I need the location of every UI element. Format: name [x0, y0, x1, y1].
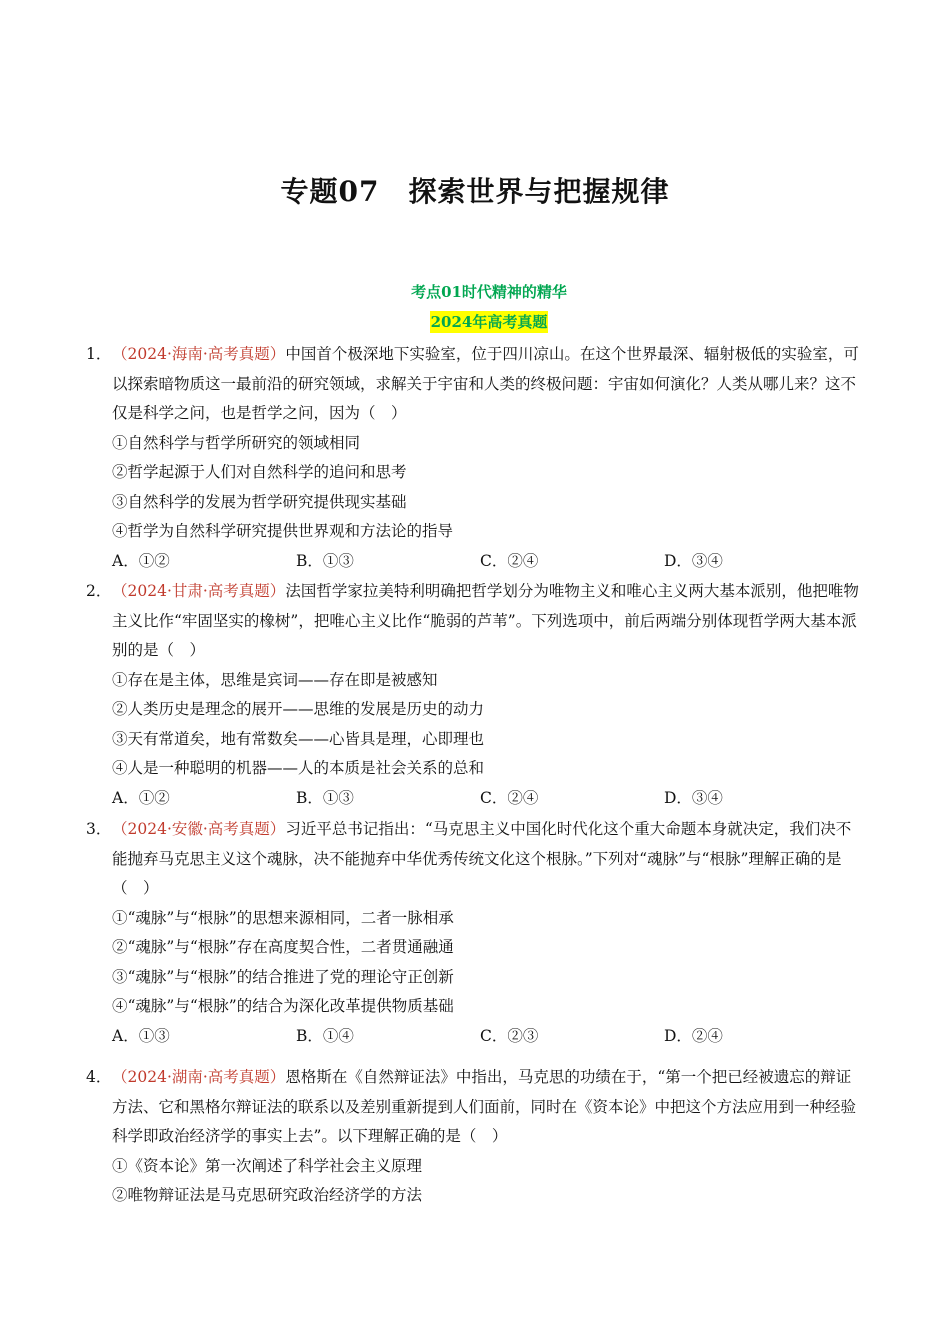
choice-c: C．②④ — [480, 551, 539, 570]
question-source: （2024·海南·高考真题） — [112, 345, 286, 363]
answer-choices — [112, 1022, 866, 1052]
question-number: 2． — [86, 582, 112, 600]
option-item: ①存在是主体，思维是宾词——存在即是被感知 — [112, 670, 438, 689]
choice-b: B．①③ — [296, 551, 354, 570]
choice-b: B．①④ — [296, 1026, 354, 1045]
year-heading: 2024年高考真题 — [430, 313, 548, 331]
choice-a: A．①② — [112, 551, 170, 570]
question-stem: 习近平总书记指出：“马克思主义中国化时代化这个重大命题本身就决定，我们决不能抛弃马克思主义这个魂脉，决不能抛弃中华优秀传统文化这个根脉。”下列对“魂脉”与“根脉”理解正确的是（ ） — [112, 820, 852, 897]
option-item: ②人类历史是理念的展开——思维的发展是历史的动力 — [112, 700, 485, 718]
question-stem: 恩格斯在《自然辩证法》中指出，马克思的功绩在于，“第一个把已经被遗忘的辩证方法、它和黑格尔辩证法的联系以及差别重新提到人们面前，同时在《资本论》中把这个方法应用到一种经验科学即政治经济学的事实上去”。以下理解正确的是（ ） — [112, 1068, 857, 1145]
option-item: ③自然科学的发展为哲学研究提供现实基础 — [112, 492, 407, 511]
option-item: ②“魂脉”与“根脉”存在高度契合性，二者贯通融通 — [112, 938, 454, 956]
question-3 — [86, 815, 866, 1051]
option-item: ③天有常道矣，地有常数矣——心皆具是理，心即理也 — [112, 729, 485, 748]
question-4 — [86, 1063, 866, 1211]
question-number: 1． — [86, 345, 112, 363]
kaodian-heading: 考点01时代精神的精华 — [411, 283, 567, 301]
question-source: （2024·甘肃·高考真题） — [112, 582, 286, 600]
page-title: 专题07 探索世界与把握规律 — [280, 175, 670, 208]
year-heading-wrap — [0, 311, 950, 333]
question-number: 3． — [86, 820, 112, 838]
option-item: ②哲学起源于人们对自然科学的追问和思考 — [112, 463, 407, 481]
question-source: （2024·湖南·高考真题） — [112, 1068, 286, 1086]
option-item: ①《资本论》第一次阐述了科学社会主义原理 — [112, 1156, 423, 1175]
answer-choices — [112, 547, 866, 577]
choice-b: B．①③ — [296, 788, 354, 807]
option-item: ①“魂脉”与“根脉”的思想来源相同，二者一脉相承 — [112, 908, 454, 927]
choice-d: D．③④ — [664, 788, 723, 807]
question-number: 4． — [86, 1068, 112, 1086]
question-source: （2024·安徽·高考真题） — [112, 820, 286, 838]
choice-c: C．②③ — [480, 1026, 539, 1045]
choice-a: A．①③ — [112, 1026, 170, 1045]
question-1 — [86, 340, 866, 576]
question-stem: 中国首个极深地下实验室，位于四川凉山。在这个世界最深、辐射极低的实验室，可以探索暗物质这一最前沿的研究领域，求解关于宇宙和人类的终极问题：宇宙如何演化？人类从哪儿来？这不仅是科学之问，也是哲学之问，因为（ ） — [112, 345, 859, 422]
option-item: ③“魂脉”与“根脉”的结合推进了党的理论守正创新 — [112, 967, 454, 986]
option-item: ①自然科学与哲学所研究的领域相同 — [112, 433, 361, 452]
choice-d: D．③④ — [664, 551, 723, 570]
choice-d: D．②④ — [664, 1026, 723, 1045]
answer-choices — [112, 784, 866, 814]
option-item: ④“魂脉”与“根脉”的结合为深化改革提供物质基础 — [112, 997, 454, 1015]
option-item: ②唯物辩证法是马克思研究政治经济学的方法 — [112, 1186, 423, 1204]
option-item: ④哲学为自然科学研究提供世界观和方法论的指导 — [112, 522, 454, 540]
choice-c: C．②④ — [480, 788, 539, 807]
question-2 — [86, 577, 866, 813]
choice-a: A．①② — [112, 788, 170, 807]
question-stem: 法国哲学家拉美特利明确把哲学划分为唯物主义和唯心主义两大基本派别，他把唯物主义比作“牢固坚实的橡树”，把唯心主义比作“脆弱的芦苇”。下列选项中，前后两端分别体现哲学两大基本派别的是（ ） — [112, 582, 859, 659]
option-item: ④人是一种聪明的机器——人的本质是社会关系的总和 — [112, 759, 485, 777]
